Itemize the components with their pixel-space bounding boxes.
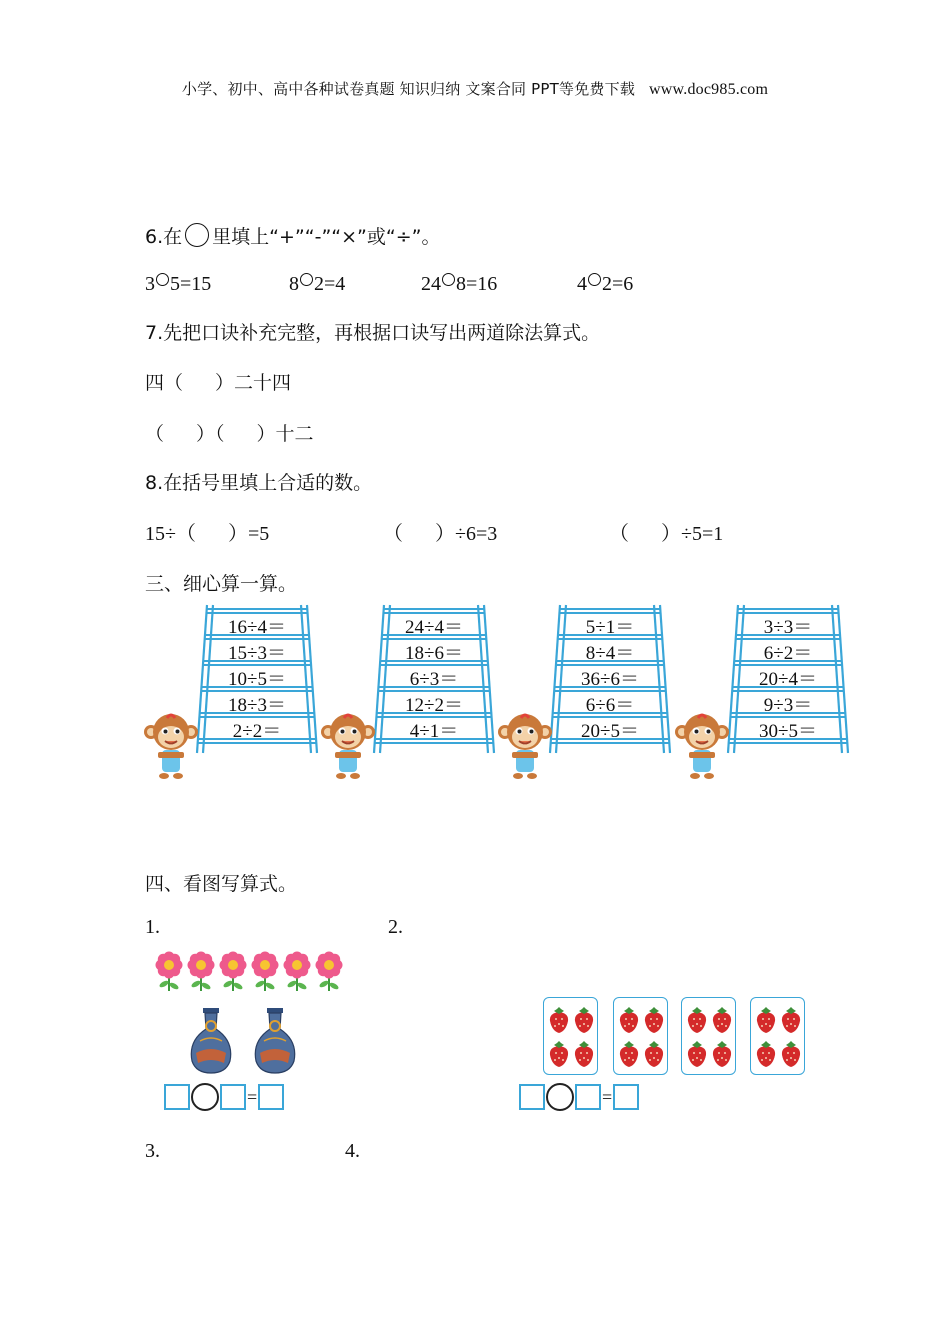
equals-sign: = [602,1086,613,1107]
division-problem: 10÷5＝ [228,669,286,690]
division-problem: 12÷2＝ [405,695,463,716]
q6-item-2 [289,273,345,296]
flower-icon [216,950,250,992]
answer-box[interactable] [220,1084,246,1110]
flower-icon [312,950,346,992]
division-problem: 36÷6＝ [581,669,639,690]
q6-operand: 24 [421,273,441,295]
division-problem: 15÷3＝ [228,643,286,664]
q7-text: ）（ [196,423,225,445]
q6-rest: 2=4 [314,273,346,295]
q6-operand: 4 [577,273,587,295]
strawberry-icon [755,1040,777,1068]
strawberry-icon [755,1006,777,1034]
answer-box[interactable] [258,1084,284,1110]
equals-sign: = [247,1086,258,1107]
division-problem: 20÷4＝ [759,669,817,690]
q8-title: 8.在括号里填上合适的数。 [145,472,373,494]
problem-label-2: 2. [388,916,403,938]
monkey-icon [142,710,200,780]
flower-icon [152,950,186,992]
division-problem: 20÷5＝ [581,721,639,742]
page-header [0,78,950,99]
flower-icon [184,950,218,992]
strawberry-card [681,997,736,1075]
strawberry-card [543,997,598,1075]
q6-item-1 [145,273,211,296]
q7-text: ）十二 [256,423,314,445]
operator-circle-icon[interactable] [156,273,169,286]
q6-item-4 [577,273,633,296]
operator-circle[interactable] [546,1083,574,1111]
q7-line-1 [145,368,291,395]
q6-title [145,222,441,249]
division-problem: 3÷3＝ [763,617,813,638]
strawberry-icon [618,1040,640,1068]
monkey-icon [319,710,377,780]
q6-suffix: 里填上“+”“-”“×”或“÷”。 [212,226,441,248]
equation-template-2 [519,1083,639,1111]
q6-rest: 8=16 [456,273,498,295]
answer-box[interactable] [519,1084,545,1110]
answer-box[interactable] [575,1084,601,1110]
strawberry-icon [711,1006,733,1034]
q8-text: （ [609,523,629,545]
q6-rest: 2=6 [602,273,634,295]
monkey-icon [496,710,554,780]
q8-item-1 [145,517,269,546]
q8-text: ）÷5=1 [661,523,724,545]
operator-circle[interactable] [191,1083,219,1111]
q6-prefix: 6.在 [145,226,183,248]
division-problem: 5÷1＝ [585,617,635,638]
problem-label-1: 1. [145,916,160,938]
division-problem: 16÷4＝ [228,617,286,638]
circle-icon [185,223,209,247]
operator-circle-icon[interactable] [588,273,601,286]
q8-text: 15÷（ [145,523,196,545]
q6-operand: 3 [145,273,155,295]
q7-title: 7.先把口诀补充完整，再根据口诀写出两道除法算式。 [145,322,601,344]
section4-title: 四、看图写算式。 [145,873,298,895]
division-problem: 2÷2＝ [232,721,282,742]
q8-item-2 [383,517,497,546]
answer-box[interactable] [164,1084,190,1110]
q8-text: （ [383,523,403,545]
division-problem: 4÷1＝ [409,721,459,742]
q8-item-3 [609,517,723,546]
division-problem: 8÷4＝ [585,643,635,664]
division-problem: 18÷3＝ [228,695,286,716]
vase-icon [250,1005,300,1075]
division-problem: 9÷3＝ [763,695,813,716]
strawberry-icon [780,1006,802,1034]
strawberry-card [613,997,668,1075]
strawberry-icon [686,1006,708,1034]
strawberry-icon [643,1006,665,1034]
strawberry-icon [548,1040,570,1068]
problem-label-3: 3. [145,1140,160,1162]
operator-circle-icon[interactable] [300,273,313,286]
strawberry-icon [548,1006,570,1034]
strawberry-icon [618,1006,640,1034]
header-url: www.doc985.com [649,81,769,98]
flower-icon [280,950,314,992]
q6-rest: 5=15 [170,273,212,295]
problem-label-4: 4. [345,1140,360,1162]
q8-text: ）÷6=3 [435,523,498,545]
vase-icon [186,1005,236,1075]
section3-title: 三、细心算一算。 [145,573,298,595]
division-problem: 6÷6＝ [585,695,635,716]
strawberry-icon [573,1006,595,1034]
division-problem: 6÷2＝ [763,643,813,664]
strawberry-card [750,997,805,1075]
operator-circle-icon[interactable] [442,273,455,286]
division-problem: 30÷5＝ [759,721,817,742]
q7-line-2 [145,419,314,446]
division-problem: 18÷6＝ [405,643,463,664]
monkey-icon [673,710,731,780]
answer-box[interactable] [613,1084,639,1110]
strawberry-icon [643,1040,665,1068]
equation-template-1 [164,1083,284,1111]
strawberry-icon [780,1040,802,1068]
q7-text: ）二十四 [215,372,292,394]
q7-text: （ [145,423,165,445]
strawberry-icon [573,1040,595,1068]
header-text: 小学、初中、高中各种试卷真题 知识归纳 文案合同 PPT等免费下载 [181,80,636,98]
division-problem: 24÷4＝ [405,617,463,638]
q6-operand: 8 [289,273,299,295]
flower-icon [248,950,282,992]
division-problem: 6÷3＝ [409,669,459,690]
strawberry-icon [711,1040,733,1068]
q6-item-3 [421,273,497,296]
strawberry-icon [686,1040,708,1068]
q7-text: 四（ [145,372,184,394]
q8-text: ）=5 [227,523,270,545]
